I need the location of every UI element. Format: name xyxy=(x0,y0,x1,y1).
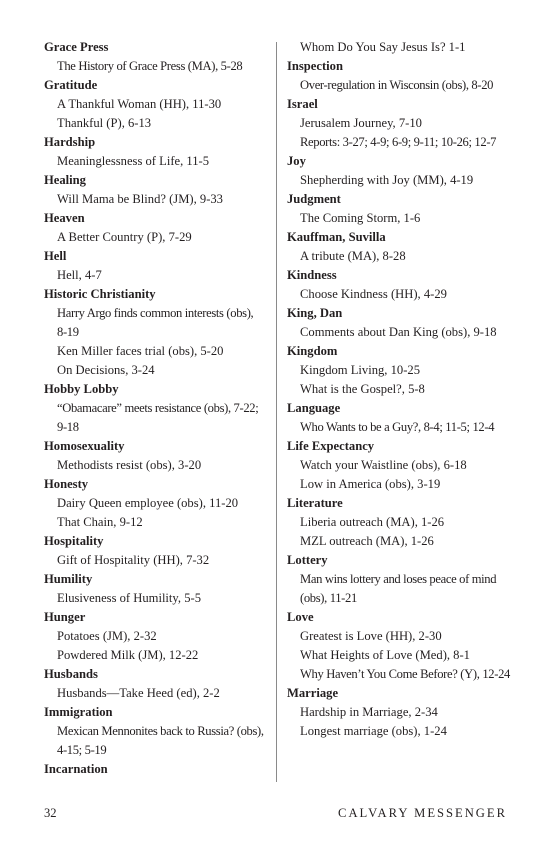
page-number: 32 xyxy=(44,806,57,820)
index-entry xyxy=(44,570,264,608)
index-heading: Honesty xyxy=(44,477,89,491)
index-entry xyxy=(287,38,512,57)
index-subentry: On Decisions, 3-24 xyxy=(57,363,155,377)
index-subentry: A tribute (MA), 8-28 xyxy=(300,249,406,263)
index-subentry: Gift of Hospitality (HH), 7-32 xyxy=(57,553,210,567)
index-entry xyxy=(287,190,512,228)
index-subentry: Man wins lottery and loses peace of mind (obs), 11-21 xyxy=(300,572,497,605)
index-heading: Husbands xyxy=(44,667,98,681)
index-subentry: What Heights of Love (Med), 8-1 xyxy=(300,648,470,662)
index-heading: Heaven xyxy=(44,211,85,225)
index-subentry: What is the Gospel?, 5-8 xyxy=(300,382,425,396)
index-entry xyxy=(44,760,264,779)
index-subentry: Potatoes (JM), 2-32 xyxy=(57,629,157,643)
index-entry xyxy=(287,266,512,304)
index-heading: Joy xyxy=(287,154,306,168)
column-divider xyxy=(276,42,277,782)
index-heading: Homosexuality xyxy=(44,439,125,453)
index-heading: Marriage xyxy=(287,686,339,700)
index-entry xyxy=(44,608,264,665)
index-entry xyxy=(287,437,512,494)
index-subentry: Mexican Mennonites back to Russia? (obs), 4-15; 5-19 xyxy=(57,724,264,757)
index-heading: Literature xyxy=(287,496,343,510)
index-heading: Kingdom xyxy=(287,344,338,358)
index-subentry: Thankful (P), 6-13 xyxy=(57,116,152,130)
index-subentry: Hardship in Marriage, 2-34 xyxy=(300,705,438,719)
index-entry xyxy=(287,399,512,437)
index-entry xyxy=(44,380,264,437)
index-heading: Gratitude xyxy=(44,78,98,92)
index-subentry: Hell, 4-7 xyxy=(57,268,102,282)
index-subentry: Harry Argo finds common interests (obs), 8-19 xyxy=(57,306,254,339)
index-heading: Love xyxy=(287,610,314,624)
index-entry xyxy=(287,57,512,95)
index-heading: Humility xyxy=(44,572,93,586)
index-subentry: The Coming Storm, 1-6 xyxy=(300,211,421,225)
index-entry xyxy=(287,95,512,152)
index-subentry: Whom Do You Say Jesus Is? 1-1 xyxy=(300,40,466,54)
index-heading: Judgment xyxy=(287,192,341,206)
index-entry xyxy=(287,304,512,342)
index-subentry: MZL outreach (MA), 1-26 xyxy=(300,534,434,548)
index-subentry: Comments about Dan King (obs), 9-18 xyxy=(300,325,497,339)
index-subentry: Why Haven’t You Come Before? (Y), 12-24 xyxy=(300,667,510,681)
index-heading: Hardship xyxy=(44,135,96,149)
index-entry xyxy=(44,665,264,703)
index-heading: Inspection xyxy=(287,59,343,73)
index-entry xyxy=(44,76,264,133)
index-subentry: Over-regulation in Wisconsin (obs), 8-20 xyxy=(300,78,494,92)
index-entry xyxy=(44,285,264,380)
index-entry xyxy=(287,684,512,741)
index-subentry: Liberia outreach (MA), 1-26 xyxy=(300,515,445,529)
index-entry xyxy=(44,133,264,171)
index-heading: Grace Press xyxy=(44,40,109,54)
index-subentry: Jerusalem Journey, 7-10 xyxy=(300,116,422,130)
index-subentry: A Better Country (P), 7-29 xyxy=(57,230,192,244)
index-heading: Incarnation xyxy=(44,762,108,776)
index-subentry: “Obamacare” meets resistance (obs), 7-22; 9-18 xyxy=(57,401,259,434)
index-subentry: Ken Miller faces trial (obs), 5-20 xyxy=(57,344,224,358)
index-entry xyxy=(44,247,264,285)
index-subentry: Reports: 3-27; 4-9; 6-9; 9-11; 10-26; 12-7 xyxy=(300,135,497,149)
index-entry xyxy=(44,475,264,532)
index-entry xyxy=(44,437,264,475)
index-entry xyxy=(287,551,512,608)
index-subentry: Will Mama be Blind? (JM), 9-33 xyxy=(57,192,223,206)
index-subentry: Who Wants to be a Guy?, 8-4; 11-5; 12-4 xyxy=(300,420,495,434)
index-heading: Healing xyxy=(44,173,86,187)
index-subentry: Choose Kindness (HH), 4-29 xyxy=(300,287,447,301)
index-heading: Kauffman, Suvilla xyxy=(287,230,386,244)
index-entry xyxy=(44,209,264,247)
index-subentry: Elusiveness of Humility, 5-5 xyxy=(57,591,201,605)
index-entry xyxy=(44,703,264,760)
index-heading: Hell xyxy=(44,249,67,263)
index-heading: Life Expectancy xyxy=(287,439,375,453)
index-heading: Lottery xyxy=(287,553,328,567)
index-subentry: Methodists resist (obs), 3-20 xyxy=(57,458,202,472)
index-entry xyxy=(44,171,264,209)
index-heading: Language xyxy=(287,401,341,415)
index-subentry: Longest marriage (obs), 1-24 xyxy=(300,724,447,738)
index-subentry: Shepherding with Joy (MM), 4-19 xyxy=(300,173,474,187)
index-heading: Kindness xyxy=(287,268,337,282)
index-heading: Historic Christianity xyxy=(44,287,156,301)
index-subentry: A Thankful Woman (HH), 11-30 xyxy=(57,97,222,111)
index-subentry: Meaninglessness of Life, 11-5 xyxy=(57,154,210,168)
index-entry xyxy=(44,532,264,570)
index-entry xyxy=(287,228,512,266)
index-subentry: That Chain, 9-12 xyxy=(57,515,143,529)
index-column-left xyxy=(44,38,264,779)
index-entry xyxy=(287,152,512,190)
index-column-right xyxy=(287,38,512,741)
index-subentry: Low in America (obs), 3-19 xyxy=(300,477,441,491)
index-heading: Hospitality xyxy=(44,534,104,548)
index-heading: Immigration xyxy=(44,705,113,719)
index-entry xyxy=(287,608,512,684)
index-heading: Hunger xyxy=(44,610,86,624)
index-heading: Hobby Lobby xyxy=(44,382,119,396)
index-entry xyxy=(287,494,512,551)
index-subentry: Powdered Milk (JM), 12-22 xyxy=(57,648,199,662)
index-entry xyxy=(287,342,512,399)
index-subentry: Watch your Waistline (obs), 6-18 xyxy=(300,458,467,472)
index-heading: King, Dan xyxy=(287,306,343,320)
index-subentry: The History of Grace Press (MA), 5-28 xyxy=(57,59,243,73)
publication-title: CALVARY MESSENGER xyxy=(338,806,507,820)
index-heading: Israel xyxy=(287,97,318,111)
index-subentry: Dairy Queen employee (obs), 11-20 xyxy=(57,496,239,510)
index-entry xyxy=(44,38,264,76)
index-subentry: Husbands—Take Heed (ed), 2-2 xyxy=(57,686,220,700)
index-subentry: Kingdom Living, 10-25 xyxy=(300,363,420,377)
index-subentry: Greatest is Love (HH), 2-30 xyxy=(300,629,442,643)
